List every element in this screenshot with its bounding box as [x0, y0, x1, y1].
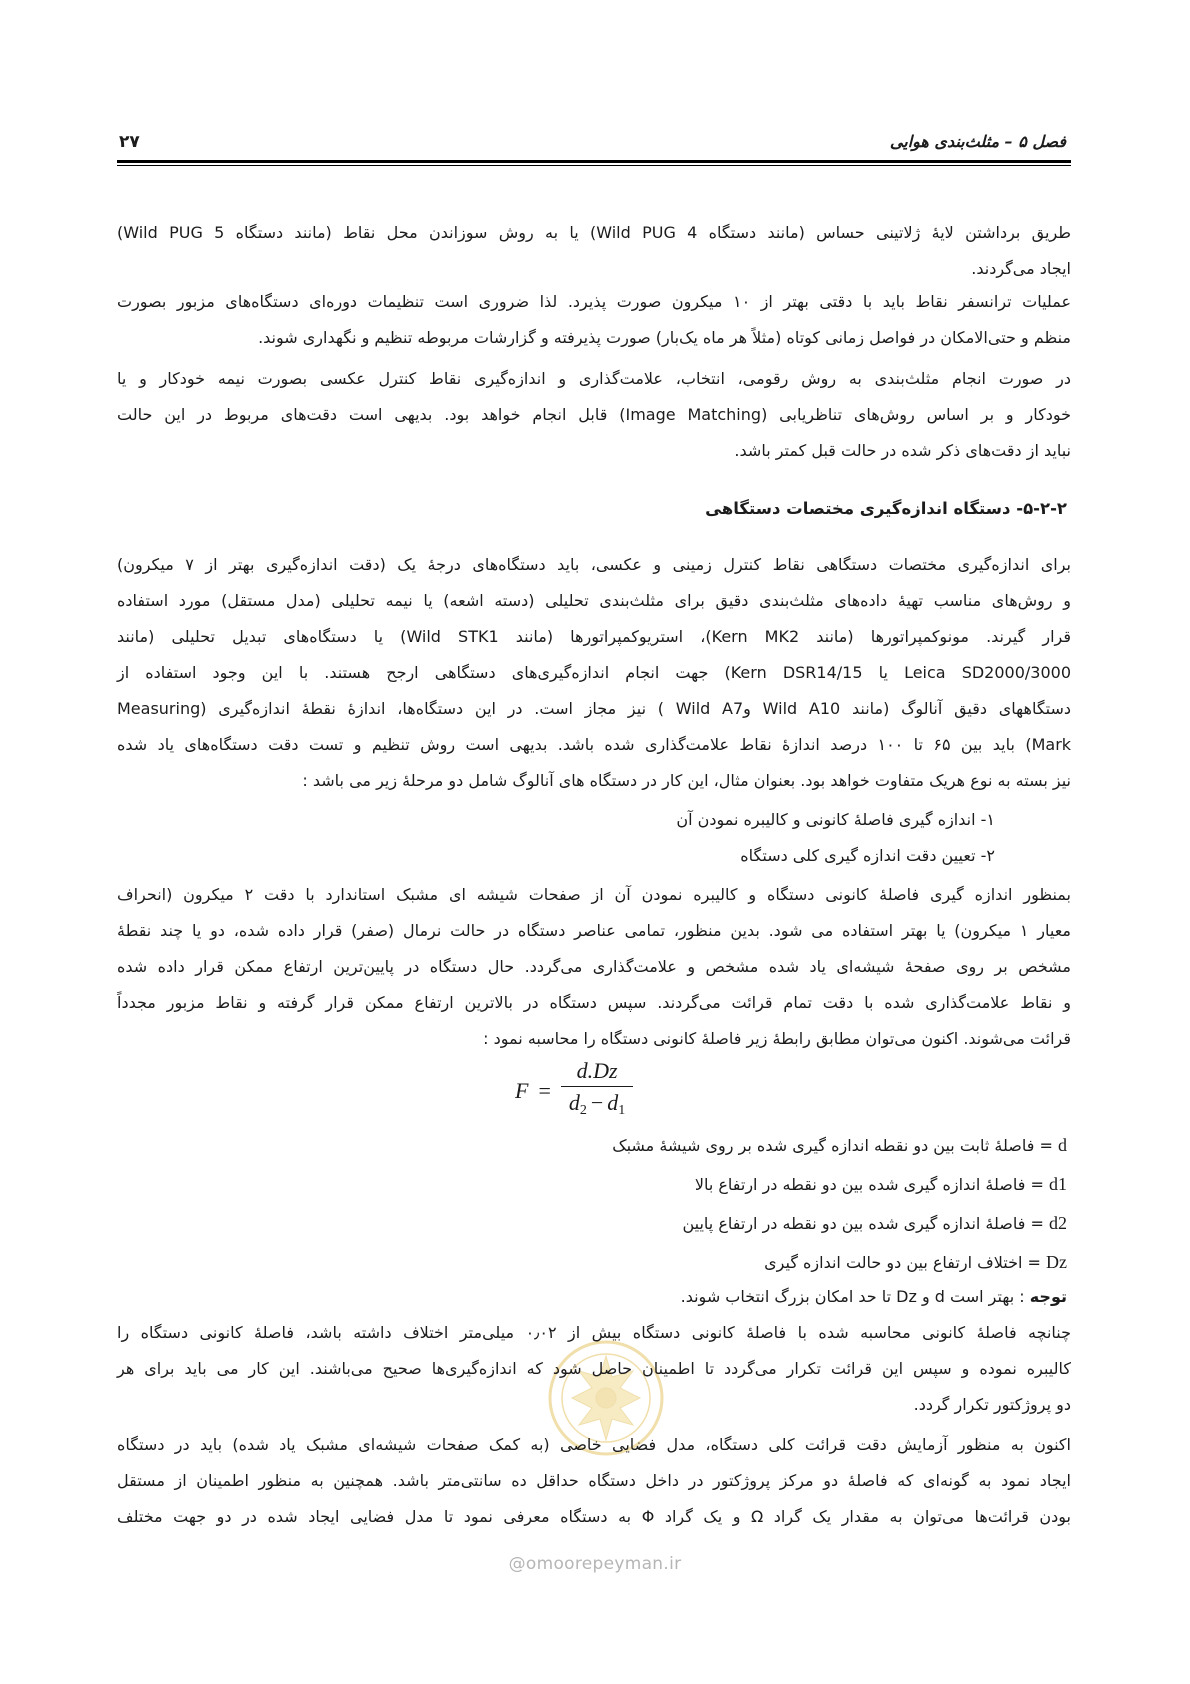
paragraph-line: ایجاد نمود به گونه‌ای که فاصلهٔ دو مرکز پروژکتور در داخل دستگاه حداقل ده سانتی‌متر باشد. همچنین به منظور اطمینان از مستقل: [117, 1471, 1071, 1490]
paragraph-line: طریق برداشتن لایهٔ ژلاتینی حساس (مانند دستگاه Wild PUG 4) یا به روش سوزاندن محل نقاط (مانند دستگاه Wild PUG 5): [117, 223, 1072, 242]
paragraph-line: نباید از دقت‌های ذکر شده در حالت قبل کمتر باشد.: [734, 441, 1071, 460]
definition-text: = فاصلهٔ ثابت بین دو نقطه اندازه گیری شده بر روی شیشهٔ مشبک: [612, 1136, 1053, 1155]
formula-den-sub: 1: [618, 1102, 626, 1118]
paragraph-line: و نقاط علامت‌گذاری شده با دقت تمام قرائت می‌گردند. سپس دستگاه در بالاترین ارتفاع ممکن قرار گرفته و نقاط مزبور مجدداً: [117, 993, 1071, 1012]
watermark-text: @omoorepeyman.ir: [508, 1554, 682, 1574]
definition-text: = فاصلهٔ اندازه گیری شده بین دو نقطه در ارتفاع بالا: [694, 1175, 1044, 1194]
definition-list: [117, 1126, 1071, 1282]
paragraph: [117, 547, 1071, 799]
definition-item: [117, 1126, 1071, 1165]
formula-lhs: F: [515, 1078, 529, 1103]
paragraph: [117, 361, 1071, 469]
focal-length-formula: [515, 1056, 633, 1126]
paragraph-line: کالیبره نموده و سپس این قرائت تکرار می‌گردد تا اطمینان حاصل شود که اندازه‌گیری‌ها صحیح می‌باشند. این کار می باید برای هر: [117, 1359, 1071, 1378]
list-item: ۱- اندازه گیری فاصلهٔ کانونی و کالیبره نمودن آن: [676, 810, 995, 829]
formula-den-sub: 2: [579, 1102, 587, 1118]
formula-fraction: [561, 1056, 633, 1127]
paragraph-line: برای اندازه‌گیری مختصات دستگاهی نقاط کنترل زمینی و عکسی، باید دستگاه‌های درجهٔ یک (دقت اندازه‌گیری بهتر از ۷ میکرون): [117, 555, 1071, 574]
note-label: توجه: [1029, 1287, 1067, 1306]
paragraph-line: نیز بسته به نوع هریک متفاوت خواهد بود. بعنوان مثال، این کار در دستگاه های آنالوگ شامل دو مرحلهٔ زیر می باشد :: [302, 771, 1071, 790]
note: [117, 1279, 1071, 1315]
paragraph-line: قرار گیرند. مونوکمپراتورها (مانند Kern MK2)، استریوکمپراتورها (مانند Wild STK1) یا دستگاه‌های تبدیل تحلیلی (مانند: [117, 627, 1072, 646]
definition-item: [117, 1165, 1071, 1204]
definition-text: = اختلاف ارتفاع بین دو حالت اندازه گیری: [764, 1253, 1041, 1272]
page-number: ۲۷: [119, 132, 140, 152]
paragraph-line: قرائت می‌شوند. اکنون می‌توان مطابق رابطهٔ زیر فاصلهٔ کانونی دستگاه را محاسبه نمود :: [483, 1029, 1071, 1048]
paragraph-line: خودکار و بر اساس روش‌های تناظریابی (Image Matching) قابل انجام خواهد بود. بدیهی است دقت‌های مربوط در این حالت: [117, 405, 1072, 424]
paragraph-line: در صورت انجام مثلث‌بندی به روش رقومی، انتخاب، علامت‌گذاری و اندازه‌گیری نقاط کنترل عکسی بصورت نیمه خودکار و یا: [117, 369, 1071, 388]
paragraph: [117, 1427, 1071, 1535]
formula-numerator: d.Dz: [576, 1057, 618, 1083]
formula-den-operator: −: [590, 1089, 604, 1115]
paragraph-line: معیار ۱ میکرون) یا بهتر استفاده می شود. بدین منظور، تمامی عناصر دستگاه در حالت نرمال (صفر) قرار داده شده، دو یا چند نقطهٔ: [117, 921, 1071, 940]
section-heading-text: ۵-۲-۲- دستگاه اندازه‌گیری مختصات دستگاهی: [705, 499, 1067, 518]
definition-variable: d2: [1049, 1213, 1067, 1233]
formula-denominator: [561, 1086, 633, 1127]
definition-text: = فاصلهٔ اندازه گیری شده بین دو نقطه در ارتفاع پایین: [682, 1214, 1044, 1233]
paragraph-line: مشخص بر روی صفحهٔ شیشه‌ای یاد شده مشخص و علامت‌گذاری می‌گردد. حال دستگاه در پایین‌ترین ارتفاع ممکن قرار داده شده: [117, 957, 1071, 976]
chapter-title: فصل ۵ – مثلث‌بندی هوایی: [889, 132, 1066, 151]
definition-variable: d1: [1049, 1174, 1067, 1194]
formula-den-var: d: [607, 1089, 619, 1115]
formula-den-var: d: [568, 1089, 580, 1115]
definition-variable: Dz: [1046, 1252, 1067, 1272]
paragraph-line: ایجاد می‌گردند.: [971, 259, 1071, 278]
paragraph-line: بودن قرائت‌ها می‌توان به مقدار یک گراد Ω و یک گراد Φ به دستگاه معرفی نمود تا مدل فضایی ایجاد شده در دو جهت مختلف: [117, 1507, 1071, 1526]
paragraph: [117, 215, 1071, 287]
paragraph: [117, 877, 1071, 1057]
paragraph-line: Mark) باید بین ۶۵ تا ۱۰۰ درصد اندازهٔ نقاط علامت‌گذاری شده باشد. بدیهی است روش تنظیم و تست دقت دستگاه‌های یاد شده: [117, 735, 1072, 754]
paragraph-line: دو پروژکتور تکرار گردد.: [913, 1395, 1071, 1414]
paragraph: [117, 1315, 1071, 1423]
list-item: ۲- تعیین دقت اندازه گیری کلی دستگاه: [740, 846, 995, 865]
note-text: : بهتر است d و Dz تا حد امکان بزرگ انتخاب شوند.: [680, 1287, 1030, 1306]
paragraph-line: بمنظور اندازه گیری فاصلهٔ کانونی دستگاه و کالیبره نمودن آن از صفحات شیشه ای مشبک استاندارد با دقت ۲ میکرون (انحراف: [117, 885, 1071, 904]
paragraph-line: Leica SD2000/3000 یا Kern DSR14/15) جهت انجام اندازه‌گیری‌های دستگاهی ارجح هستند. با این وجود استفاده از: [117, 663, 1072, 682]
note-line: [117, 1279, 1071, 1315]
header-rule-thick: [117, 160, 1071, 163]
definition-variable: d: [1058, 1135, 1067, 1155]
paragraph-line: چنانچه فاصلهٔ کانونی محاسبه شده با فاصلهٔ کانونی دستگاه بیش از ۰٫۰۲ میلی‌متر اختلاف داشته باشد، فاصلهٔ کانونی دستگاه را: [117, 1323, 1072, 1342]
numbered-list: [117, 802, 995, 874]
paragraph-line: منظم و حتی‌الامکان در فواصل زمانی کوتاه (مثلاً هر ماه یک‌بار) صورت پذیرفته و گزارشات مربوطه تنظیم و نگهداری شوند.: [258, 328, 1071, 347]
definition-item: [117, 1204, 1071, 1243]
formula-equals: =: [538, 1078, 551, 1103]
paragraph-line: اکنون به منظور آزمایش دقت قرائت کلی دستگاه، مدل فضایی خاصی (به کمک صفحات شیشه‌ای مشبک یاد شده) باید در دستگاه: [117, 1435, 1071, 1454]
definition-item: [117, 1243, 1071, 1282]
header-rule-thin: [117, 165, 1071, 166]
paragraph-line: عملیات ترانسفر نقاط باید با دقتی بهتر از ۱۰ میکرون صورت پذیرد. لذا ضروری است تنظیمات دوره‌ای دستگاه‌های مزبور بصورت: [117, 292, 1071, 311]
paragraph-line: دستگاههای دقیق آنالوگ (مانند Wild A10 وWild A7 ) نیز مجاز است. در این دستگاه‌ها، اندازهٔ نقطهٔ اندازه‌گیری (Measuring: [117, 699, 1072, 718]
paragraph: [117, 284, 1071, 356]
section-heading: [117, 491, 1071, 527]
paragraph-line: و روش‌های مناسب تهیهٔ داده‌های مثلث‌بندی دقیق برای مثلث‌بندی تحلیلی (دسته اشعه) یا نیمه تحلیلی (مدل مستقل) مورد استفاده: [117, 591, 1071, 610]
